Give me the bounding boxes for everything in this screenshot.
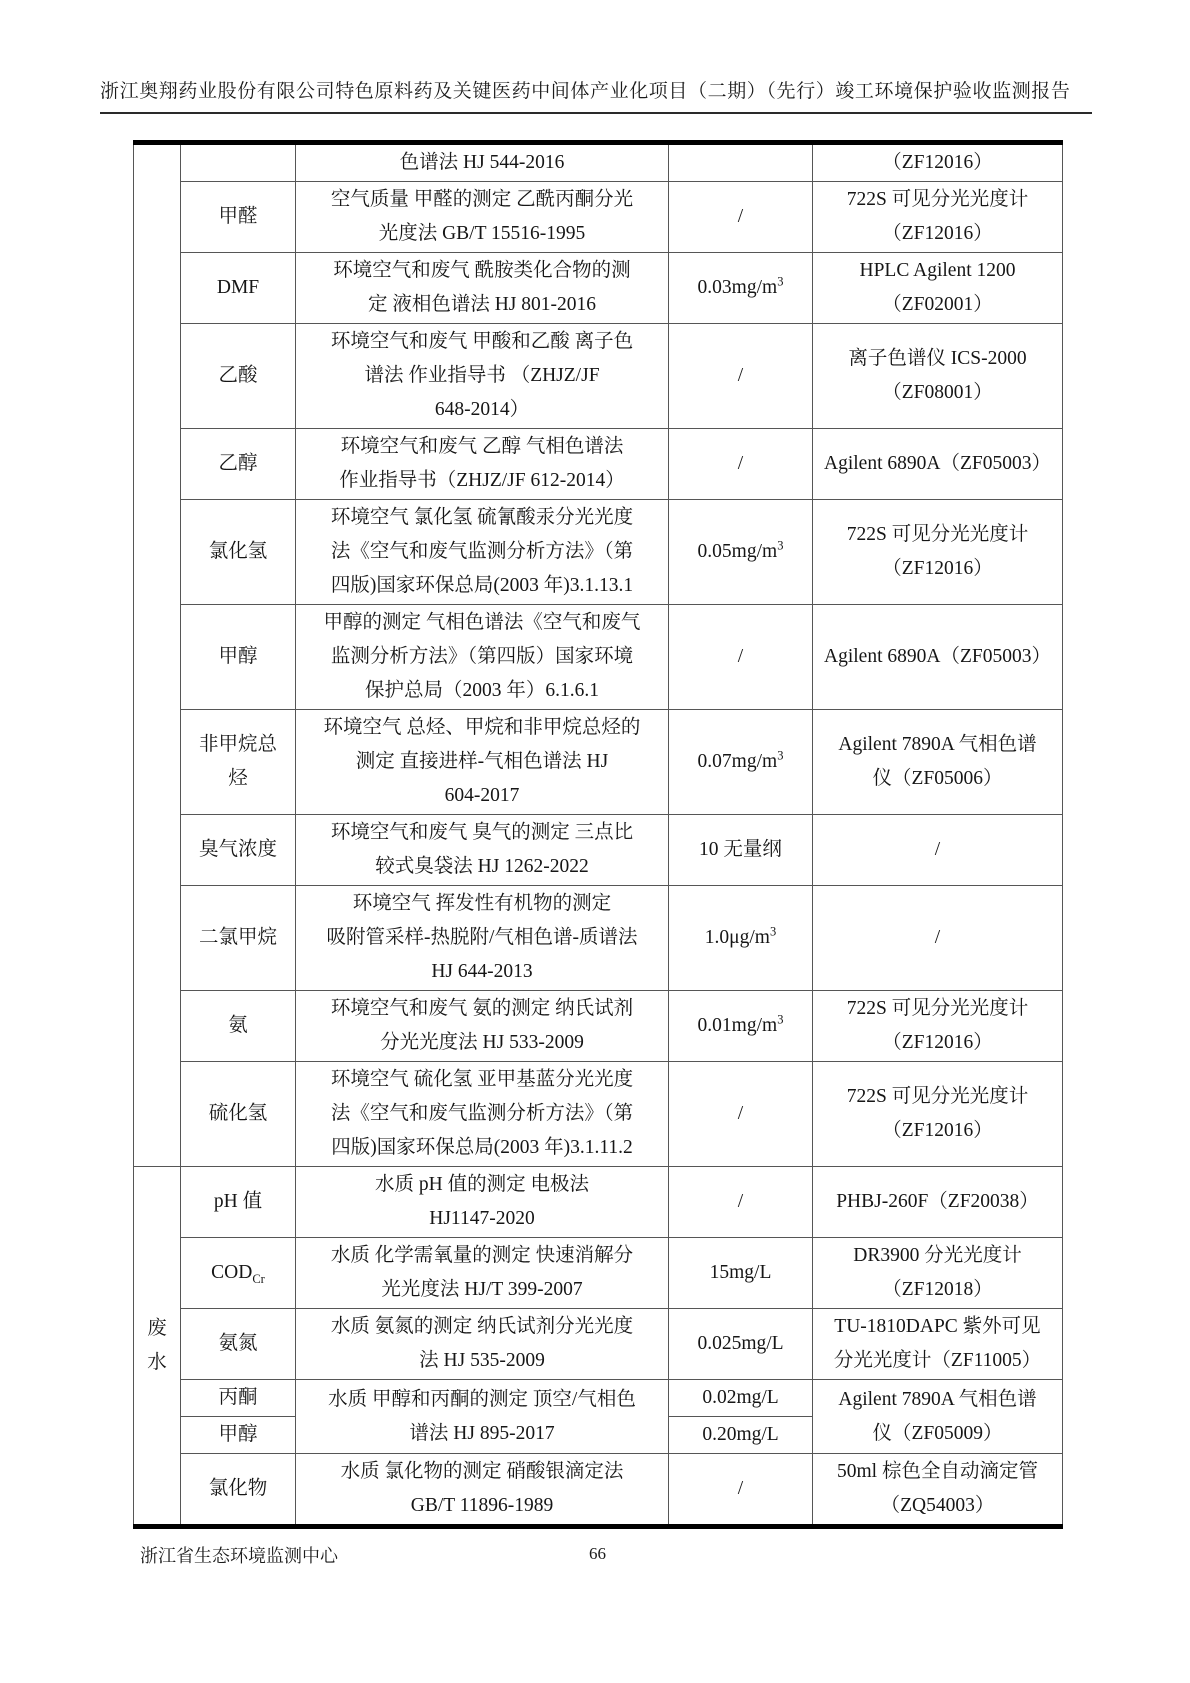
- header-rule: [100, 112, 1092, 114]
- detection-limit-cell: /: [669, 1167, 813, 1238]
- pollutant-cell: 氯化物: [181, 1454, 296, 1527]
- pollutant-cell: 氨: [181, 991, 296, 1062]
- table-row: [134, 1380, 1063, 1417]
- instrument-cell: TU-1810DAPC 紫外可见 分光光度计（ZF11005）: [813, 1309, 1063, 1380]
- pollutant-cell: pH 值: [181, 1167, 296, 1238]
- instrument-cell: DR3900 分光光度计 （ZF12018）: [813, 1238, 1063, 1309]
- superscript: 3: [777, 748, 784, 763]
- pollutant-cell: 氯化氢: [181, 500, 296, 605]
- monitoring-methods-table: [133, 140, 1063, 1529]
- detection-limit-cell: /: [669, 182, 813, 253]
- instrument-cell: Agilent 6890A（ZF05003）: [813, 429, 1063, 500]
- pollutant-cell: 甲醛: [181, 182, 296, 253]
- subscript: Cr: [252, 1271, 265, 1286]
- superscript: 3: [769, 924, 777, 939]
- pollutant-cell: 甲醇: [181, 1417, 296, 1454]
- monitoring-table-wrap: [133, 140, 1063, 1529]
- pollutant-cell: $COD_{Cr}$: [181, 1238, 296, 1309]
- detection-limit-cell: 0.20mg/L: [669, 1417, 813, 1454]
- instrument-cell: （ZF12016）: [813, 143, 1063, 182]
- category-cell: 废 水: [134, 1167, 181, 1527]
- instrument-cell: 离子色谱仪 ICS-2000 （ZF08001）: [813, 324, 1063, 429]
- instrument-cell: Agilent 6890A（ZF05003）: [813, 605, 1063, 710]
- detection-limit-cell: $0.05mg/m^3$: [669, 500, 813, 605]
- superscript: 3: [777, 1012, 784, 1027]
- superscript: 3: [777, 538, 784, 553]
- method-cell: 环境空气 硫化氢 亚甲基蓝分光光度 法《空气和废气监测分析方法》（第 四版)国家环保总局(2003 年)3.1.11.2: [296, 1062, 669, 1167]
- table-row: [134, 182, 1063, 253]
- table-row: [134, 143, 1063, 182]
- pollutant-cell: 硫化氢: [181, 1062, 296, 1167]
- table-row: [134, 710, 1063, 815]
- table-row: [134, 1238, 1063, 1309]
- detection-limit-cell: /: [669, 324, 813, 429]
- method-cell: 水质 氯化物的测定 硝酸银滴定法 GB/T 11896-1989: [296, 1454, 669, 1527]
- detection-limit-cell: 0.025mg/L: [669, 1309, 813, 1380]
- method-cell: 环境空气和废气 乙醇 气相色谱法 作业指导书（ZHJZ/JF 612-2014）: [296, 429, 669, 500]
- method-cell: 环境空气和废气 甲酸和乙酸 离子色 谱法 作业指导书 （ZHJZ/JF 648-2014）: [296, 324, 669, 429]
- pollutant-cell: 非甲烷总 烃: [181, 710, 296, 815]
- instrument-cell: 50ml 棕色全自动滴定管 （ZQ54003）: [813, 1454, 1063, 1527]
- instrument-cell: /: [813, 886, 1063, 991]
- table-row: [134, 253, 1063, 324]
- pollutant-cell: 臭气浓度: [181, 815, 296, 886]
- table-row: [134, 1454, 1063, 1527]
- pollutant-cell: 丙酮: [181, 1380, 296, 1417]
- detection-limit-cell: /: [669, 605, 813, 710]
- pollutant-cell: 氨氮: [181, 1309, 296, 1380]
- pollutant-cell: [181, 143, 296, 182]
- detection-limit-cell: $1.0\mu g/m^3$: [669, 886, 813, 991]
- method-cell: 色谱法 HJ 544-2016: [296, 143, 669, 182]
- table-row: [134, 815, 1063, 886]
- table-row: [134, 991, 1063, 1062]
- method-cell: 环境空气 氯化氢 硫氰酸汞分光光度 法《空气和废气监测分析方法》（第 四版)国家环保总局(2003 年)3.1.13.1: [296, 500, 669, 605]
- method-cell: 环境空气和废气 酰胺类化合物的测 定 液相色谱法 HJ 801-2016: [296, 253, 669, 324]
- table-row: [134, 500, 1063, 605]
- table-row: [134, 886, 1063, 991]
- category-cell: [134, 143, 181, 1167]
- footer-organization: 浙江省生态环境监测中心: [140, 1546, 338, 1566]
- method-cell: 环境空气和废气 臭气的测定 三点比 较式臭袋法 HJ 1262-2022: [296, 815, 669, 886]
- table-row: [134, 324, 1063, 429]
- pollutant-cell: 二氯甲烷: [181, 886, 296, 991]
- instrument-cell: Agilent 7890A 气相色谱 仪（ZF05009）: [813, 1380, 1063, 1454]
- detection-limit-cell: $0.03mg/m^3$: [669, 253, 813, 324]
- detection-limit-cell: /: [669, 1062, 813, 1167]
- detection-limit-cell: [669, 143, 813, 182]
- pollutant-cell: 乙酸: [181, 324, 296, 429]
- method-cell: 甲醇的测定 气相色谱法《空气和废气 监测分析方法》（第四版）国家环境 保护总局（2003 年）6.1.6.1: [296, 605, 669, 710]
- table-row: [134, 605, 1063, 710]
- method-cell: 水质 氨氮的测定 纳氏试剂分光光度 法 HJ 535-2009: [296, 1309, 669, 1380]
- method-cell: 空气质量 甲醛的测定 乙酰丙酮分光 光度法 GB/T 15516-1995: [296, 182, 669, 253]
- method-cell: 环境空气和废气 氨的测定 纳氏试剂 分光光度法 HJ 533-2009: [296, 991, 669, 1062]
- pollutant-cell: DMF: [181, 253, 296, 324]
- report-title: 浙江奥翔药业股份有限公司特色原料药及关键医药中间体产业化项目（二期）（先行）竣工环境保护验收监测报告: [100, 81, 1071, 102]
- method-cell: 环境空气 总烃、甲烷和非甲烷总烃的 测定 直接进样-气相色谱法 HJ 604-2017: [296, 710, 669, 815]
- detection-limit-cell: $0.07mg/m^3$: [669, 710, 813, 815]
- instrument-cell: 722S 可见分光光度计 （ZF12016）: [813, 991, 1063, 1062]
- detection-limit-cell: /: [669, 429, 813, 500]
- table-row: [134, 429, 1063, 500]
- detection-limit-cell: 10 无量纲: [669, 815, 813, 886]
- instrument-cell: 722S 可见分光光度计 （ZF12016）: [813, 500, 1063, 605]
- instrument-cell: 722S 可见分光光度计 （ZF12016）: [813, 1062, 1063, 1167]
- method-cell: 水质 化学需氧量的测定 快速消解分 光光度法 HJ/T 399-2007: [296, 1238, 669, 1309]
- detection-limit-cell: /: [669, 1454, 813, 1527]
- detection-limit-cell: $0.01mg/m^3$: [669, 991, 813, 1062]
- method-cell: 水质 甲醇和丙酮的测定 顶空/气相色 谱法 HJ 895-2017: [296, 1380, 669, 1454]
- table-row: [134, 1309, 1063, 1380]
- instrument-cell: Agilent 7890A 气相色谱 仪（ZF05006）: [813, 710, 1063, 815]
- method-cell: 水质 pH 值的测定 电极法 HJ1147-2020: [296, 1167, 669, 1238]
- page-number: 66: [589, 1544, 606, 1563]
- instrument-cell: 722S 可见分光光度计 （ZF12016）: [813, 182, 1063, 253]
- table-row: [134, 1062, 1063, 1167]
- table-row: [134, 1167, 1063, 1238]
- instrument-cell: PHBJ-260F（ZF20038）: [813, 1167, 1063, 1238]
- superscript: 3: [777, 274, 784, 289]
- detection-limit-cell: 0.02mg/L: [669, 1380, 813, 1417]
- method-cell: 环境空气 挥发性有机物的测定 吸附管采样-热脱附/气相色谱-质谱法 HJ 644-2013: [296, 886, 669, 991]
- detection-limit-cell: 15mg/L: [669, 1238, 813, 1309]
- pollutant-cell: 乙醇: [181, 429, 296, 500]
- instrument-cell: HPLC Agilent 1200 （ZF02001）: [813, 253, 1063, 324]
- instrument-cell: /: [813, 815, 1063, 886]
- pollutant-cell: 甲醇: [181, 605, 296, 710]
